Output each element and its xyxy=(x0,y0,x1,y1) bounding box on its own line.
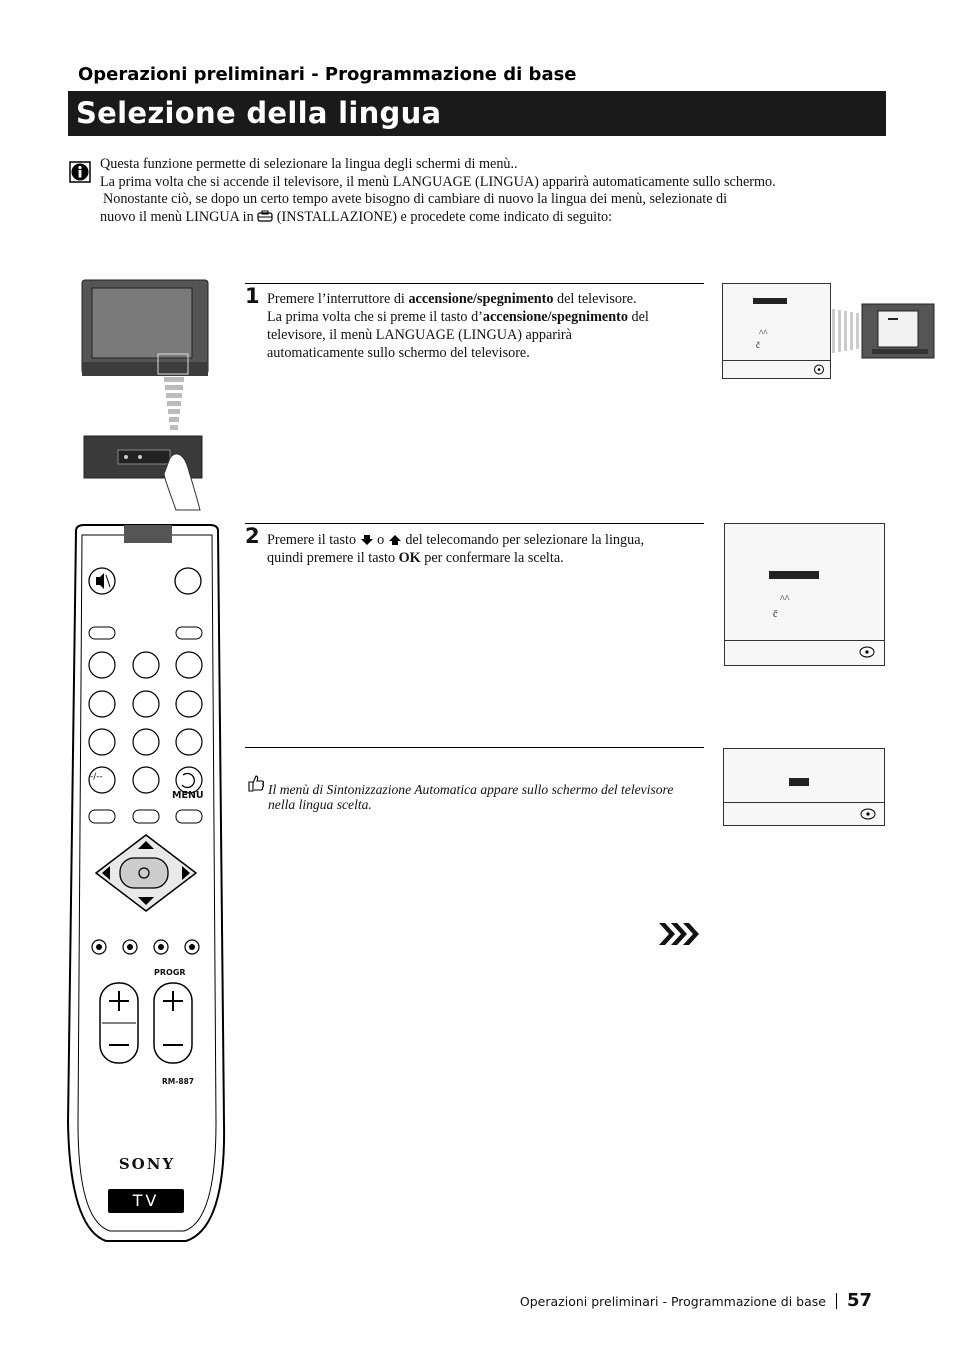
navigate-icon xyxy=(859,645,875,659)
info-icon xyxy=(69,161,91,183)
intro-line-1: Questa funzione permette di selezionare la lingua degli schermi di menù.. xyxy=(100,156,518,172)
step2-rule xyxy=(245,523,704,524)
tv-thumbnail xyxy=(832,303,936,359)
intro-line-2: La prima volta che si accende il televisore, il menù LANGUAGE (LINGUA) apparirà automaticamente sullo schermo. xyxy=(100,173,776,190)
tv-label: TV xyxy=(132,1191,160,1210)
highlight-bar xyxy=(753,298,787,304)
progr-label: PROGR xyxy=(154,968,186,977)
model-label: RM-887 xyxy=(162,1077,195,1086)
highlight-bar xyxy=(789,778,809,786)
page-number: 57 xyxy=(846,1290,872,1311)
step1-number: 1 xyxy=(245,284,260,308)
remote-control xyxy=(66,523,228,1253)
note-rule xyxy=(245,747,704,748)
menu-screen-3 xyxy=(723,748,885,826)
step2-text: Premere il tasto o del telecomando per selezionare la lingua, quindi premere il tasto OK per confermare la scelta. xyxy=(267,532,645,566)
digit-button-label: -/-- xyxy=(90,772,103,782)
arrow-up-icon xyxy=(388,534,402,546)
intro-line-4: nuovo il menù LINGUA in (INSTALLAZIONE) e procedete come indicato di seguito: xyxy=(100,208,613,225)
arrow-down-icon xyxy=(360,534,374,546)
continue-arrows-icon xyxy=(657,921,707,947)
menu-label: MENU xyxy=(172,790,204,801)
installation-icon xyxy=(257,210,273,222)
intro-line-3: Nonostante ciò, se dopo un certo tempo avete bisogno di cambiare di nuovo la lingua dei menù, selezionate di xyxy=(103,191,728,207)
step1-rule xyxy=(245,283,704,284)
page-title: Selezione della lingua xyxy=(76,96,442,130)
sony-logo: SONY xyxy=(118,1155,176,1173)
thumbs-up-icon xyxy=(246,773,266,793)
footer xyxy=(520,1290,872,1311)
note-text: Il menù di Sintonizzazione Automatica appare sullo schermo del televisore nella lingua scelta. xyxy=(268,782,674,812)
footer-text: Operazioni preliminari - Programmazione di base xyxy=(519,1294,826,1309)
step1-text: Premere l’interruttore di accensione/spegnimento del televisore. La prima volta che si preme il tasto d’accensione/spegnimento del televisore, il menù LANGUAGE (LINGUA) apparirà automaticamente sullo schermo del televisore. xyxy=(267,291,649,361)
menu-screen-2: ^^ č xyxy=(724,523,885,666)
step2-number: 2 xyxy=(245,524,260,548)
intro-text xyxy=(100,156,870,226)
navigate-icon xyxy=(813,364,825,375)
section-title: Operazioni preliminari - Programmazione di base xyxy=(78,64,577,85)
highlight-bar xyxy=(769,571,819,579)
remote-body xyxy=(66,523,228,1253)
navigate-icon xyxy=(860,807,876,821)
tv-illustration xyxy=(80,278,210,514)
menu-screen-1: ^^ č xyxy=(722,283,831,379)
